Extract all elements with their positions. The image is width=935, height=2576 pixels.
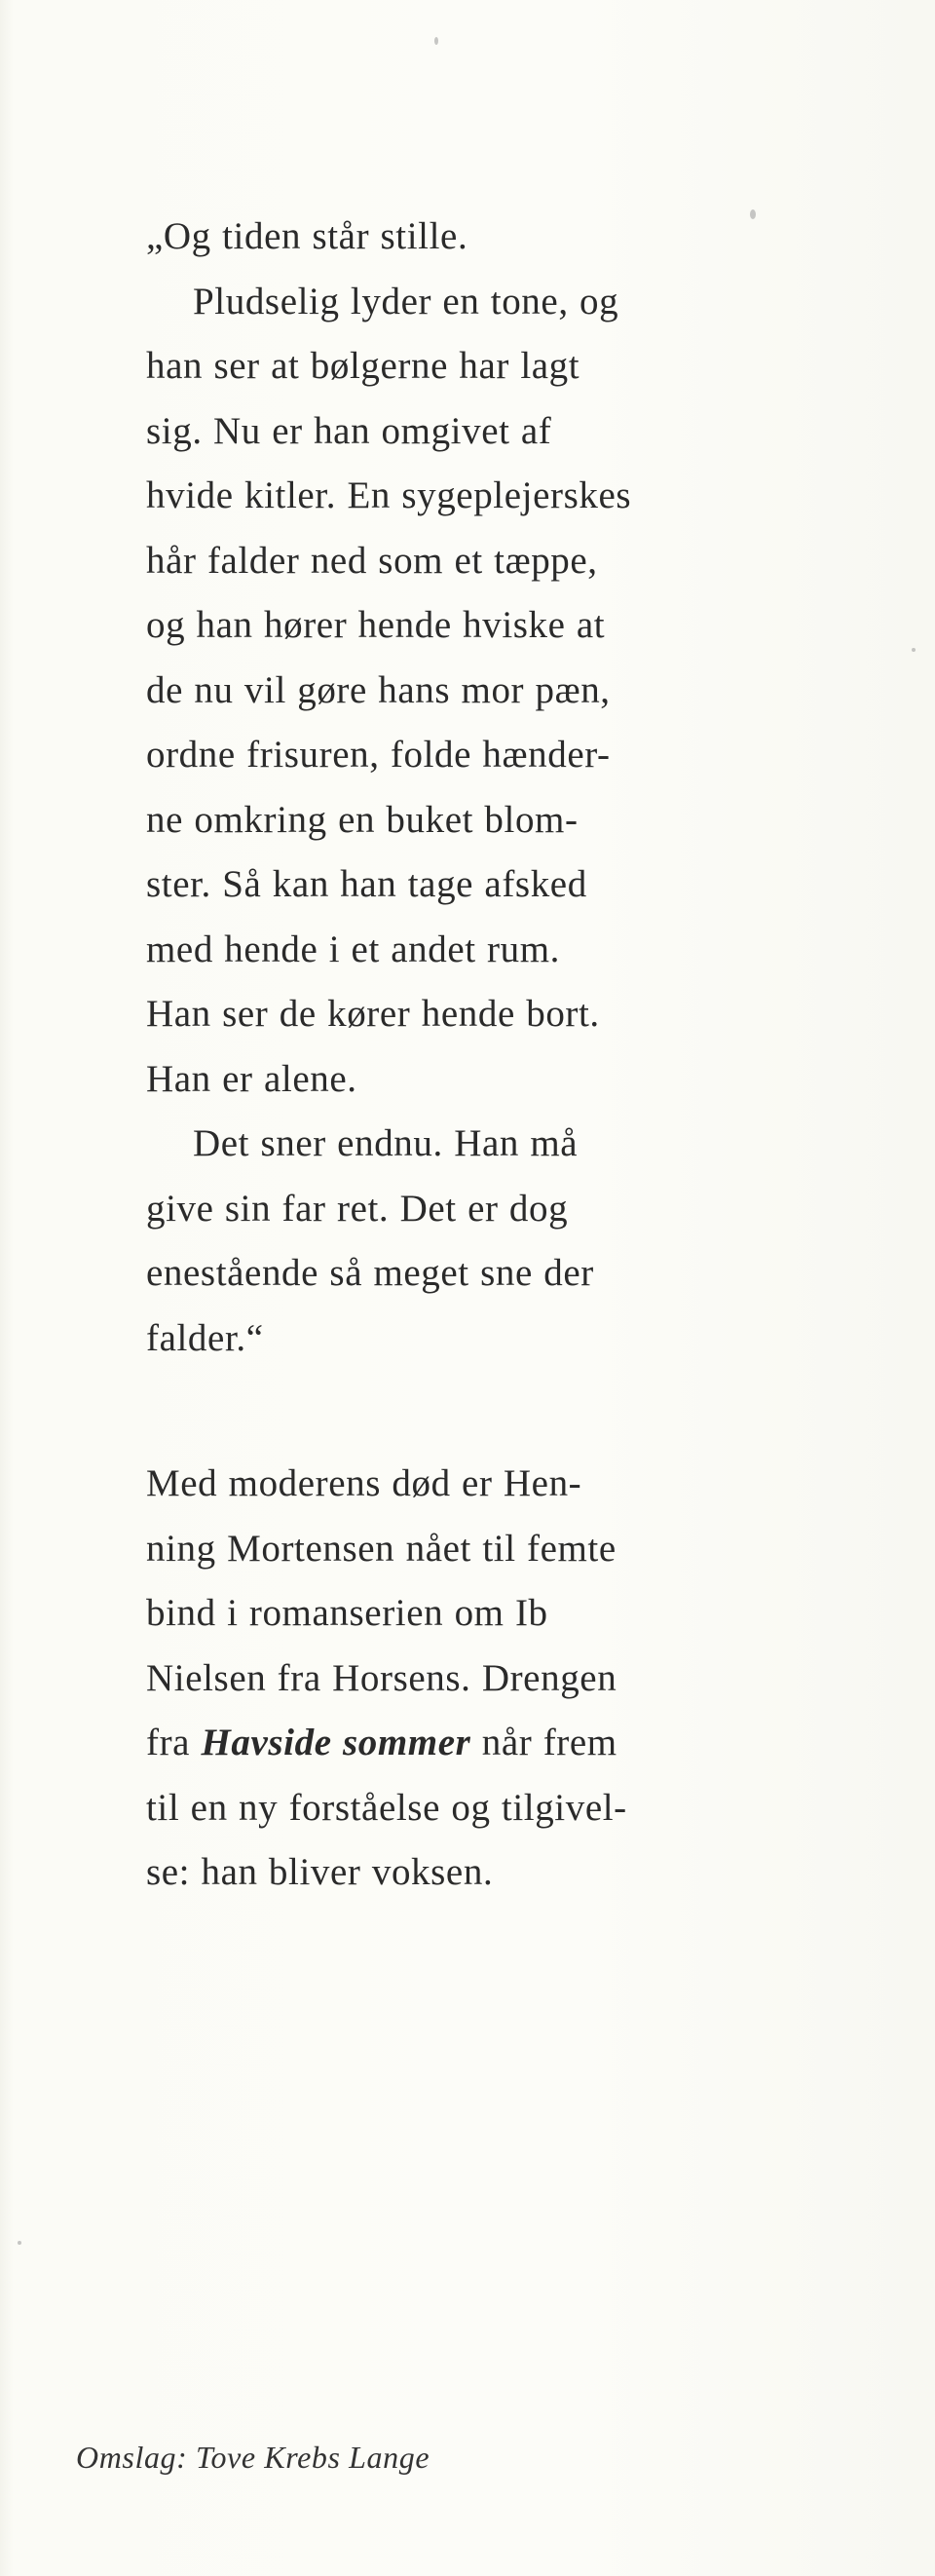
quote-line: give sin far ret. Det er dog <box>146 1187 569 1230</box>
quote-line: Pludselig lyder en tone, og <box>193 280 619 322</box>
quote-line: og han hører hende hviske at <box>146 604 606 646</box>
book-title: Havside sommer <box>201 1722 471 1763</box>
description-line: Nielsen fra Horsens. Drengen <box>146 1656 617 1699</box>
quote-line: han ser at bølgerne har lagt <box>146 345 580 387</box>
quote-line: sig. Nu er han omgivet af <box>146 409 552 452</box>
quote-line: falder.“ <box>146 1316 264 1359</box>
description-text: når frem <box>470 1722 617 1763</box>
description-line: ning Mortensen nået til femte <box>146 1527 617 1570</box>
quote-line: hvide kitler. En sygeplejerskes <box>146 474 632 516</box>
paper-speck <box>434 37 438 45</box>
description-line: til en ny forståelse og tilgivel- <box>146 1786 627 1829</box>
description-line <box>146 1711 789 1776</box>
quote-line: Han er alene. <box>146 1057 357 1100</box>
description-line: bind i romanserien om Ib <box>146 1592 548 1634</box>
quote-line: Han ser de kører hende bort. <box>146 993 600 1035</box>
quote-line: Det sner endnu. Han må <box>193 1122 579 1164</box>
quote-excerpt <box>146 205 789 1371</box>
quote-line: de nu vil gøre hans mor pæn, <box>146 668 611 711</box>
description-line: Med moderens død er Hen- <box>146 1462 582 1504</box>
quote-line: ster. Så kan han tage afsked <box>146 863 587 905</box>
description-text: fra <box>146 1722 202 1763</box>
quote-line: med hende i et andet rum. <box>146 928 561 970</box>
paper-speck <box>912 648 916 652</box>
quote-line: hår falder ned som et tæppe, <box>146 539 598 582</box>
cover-credit: Omslag: Tove Krebs Lange <box>76 2440 430 2475</box>
quote-line: ne omkring en buket blom- <box>146 798 579 841</box>
paper-speck <box>18 2241 21 2245</box>
quote-line: enestående så meget sne der <box>146 1252 594 1294</box>
quote-line: „Og tiden står stille. <box>146 215 468 257</box>
book-description <box>146 1452 789 1906</box>
description-line: se: han bliver voksen. <box>146 1851 494 1893</box>
quote-line: ordne frisuren, folde hænder- <box>146 734 611 776</box>
